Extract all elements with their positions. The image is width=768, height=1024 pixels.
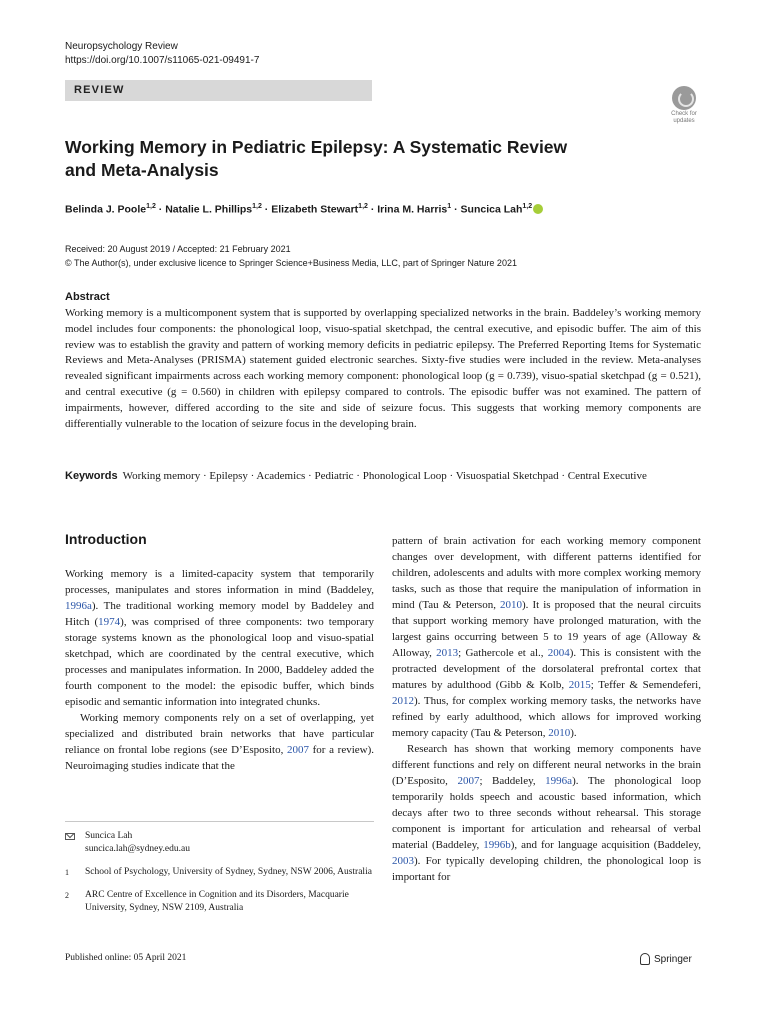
- citation-link[interactable]: 2010: [548, 727, 571, 739]
- citation-link[interactable]: 1974: [98, 616, 121, 628]
- contact-name: Suncica Lah: [85, 831, 133, 841]
- author-name: Irina M. Harris: [377, 203, 448, 216]
- keywords-text: Working memory · Epilepsy · Academics · Pediatric · Phonological Loop · Visuospatial Sketchpad · Central Executive: [122, 470, 647, 482]
- springer-horse-icon: [640, 953, 650, 965]
- affiliation-text: School of Psychology, University of Sydney, Sydney, NSW 2006, Australia: [85, 867, 372, 877]
- abstract-heading: Abstract: [65, 291, 110, 303]
- contact-footnote: [65, 830, 374, 856]
- body-column-right: [392, 533, 701, 885]
- citation-link[interactable]: 2007: [457, 775, 480, 787]
- received-accepted: Received: 20 August 2019 / Accepted: 21 February 2021: [65, 244, 291, 254]
- paragraph: Working memory components rely on a set of overlapping, yet specialized and distributed brain networks that have particular reliance on frontal lobe regions (see D’Esposito, 2007 for a review). Neuroimaging studies indicate that the: [65, 712, 374, 772]
- citation-link[interactable]: 2013: [436, 647, 459, 659]
- author-name: Belinda J. Poole: [65, 203, 147, 216]
- introduction-heading: Introduction: [65, 531, 147, 547]
- author-name: Natalie L. Phillips: [165, 203, 253, 216]
- article-title: Working Memory in Pediatric Epilepsy: A Systematic Review and Meta-Analysis: [65, 137, 568, 180]
- check-for-updates-icon: [672, 86, 696, 110]
- citation-link[interactable]: 2015: [568, 679, 591, 691]
- footnotes: [65, 830, 374, 925]
- author-affiliation: 1,2: [522, 203, 533, 210]
- author-affiliation: 1: [447, 203, 452, 210]
- section-label: REVIEW: [65, 80, 372, 101]
- affiliation-footnote: [65, 889, 374, 915]
- citation-link[interactable]: 1996a: [65, 600, 92, 612]
- author-list: Belinda J. Poole$^{1,2}$ · Natalie L. Phillips$^{1,2}$ · Elizabeth Stewart$^{1,2}$ · Irina M. Harris$^1$ · Suncica Lah$^{1,2}$: [65, 203, 543, 216]
- author-name: Suncica Lah: [460, 203, 523, 216]
- paragraph: pattern of brain activation for each working memory component changes over development, with different patterns identified for children, adolescents and adults with more complex working memory tasks, such as those that require the manipulation of information in mind (Tau & Peterson, 2010). It is proposed that the neural circuits that support working memory have prolonged maturation, with the largest gains occurring between 5 to 19 years of age (Alloway & Alloway, 2013; Gathercole et al., 2004). This is consistent with the protracted development of the dorsolateral prefrontal cortex that matures by adulthood (Gibb & Kolb, 2015; Teffer & Semendeferi, 2012). Thus, for complex working memory tasks, the networks have refined by early adulthood, which allows for improved working memory capacity (Tau & Peterson, 2010).: [392, 535, 702, 739]
- author-affiliation: 1,2: [146, 203, 156, 210]
- affiliation-text: ARC Centre of Excellence in Cognition and its Disorders, Macquarie University, Sydney, NSW 2109, Australia: [85, 890, 349, 913]
- citation-link[interactable]: 2003: [392, 855, 414, 867]
- article-dates: [65, 242, 517, 270]
- author-name: Elizabeth Stewart: [271, 203, 359, 216]
- journal-header: [65, 40, 259, 68]
- published-date: Published online: 05 April 2021: [65, 953, 187, 963]
- keywords: [65, 469, 701, 485]
- keywords-label: Keywords: [65, 470, 118, 482]
- journal-name: Neuropsychology Review: [65, 41, 178, 52]
- contact-email[interactable]: suncica.lah@sydney.edu.au: [85, 844, 190, 854]
- check-updates-line2: updates: [673, 118, 695, 124]
- publisher-logo: [640, 953, 692, 965]
- paragraph: Research has shown that working memory components have different functions and rely on different neural networks in the brain (D’Esposito, 2007; Baddeley, 1996a). The phonological loop temporarily holds speech and acoustic based information, which decays after two to three seconds without rehearsal. This storage component is important for articulation and rehearsal of verbal material (Baddeley, 1996b), and for language acquisition (Baddeley, 2003). For typically developing children, the phonological loop is important for: [392, 743, 701, 883]
- check-for-updates-button[interactable]: [665, 86, 703, 124]
- citation-link[interactable]: 2012: [392, 695, 414, 707]
- citation-link[interactable]: 2004: [547, 647, 570, 659]
- doi-link[interactable]: https://doi.org/10.1007/s11065-021-09491-7: [65, 55, 260, 66]
- paragraph: Working memory is a limited-capacity system that temporarily processes, manipulates and stores information in mind (Baddeley, 1996a). The traditional working memory model by Baddeley and Hitch (1974), was comprised of three components: two temporary storage systems known as the phonological loop and visuo-spatial sketchpad, which are coordinated by the central executive, which processes and manipulates information. In 2000, Baddeley added the fourth component to the model: the episodic buffer, which binds episodic and semantic information into integrated chunks.: [65, 568, 375, 708]
- author-affiliation: 1,2: [252, 203, 262, 210]
- footnote-divider: [65, 821, 374, 822]
- citation-link[interactable]: 2007: [286, 744, 309, 756]
- body-column-left: [65, 566, 374, 774]
- footnote-mark: 1: [65, 868, 69, 877]
- footnote-mark: 2: [65, 891, 69, 900]
- abstract-text: Working memory is a multicomponent system that is supported by overlapping specialized networks in the brain. Baddeley’s working memory model includes four components: the phonological loop, visuo-spatial sketchpad, the central executive, and episodic buffer. The aim of this review was to establish the gravity and pattern of working memory deficits in pediatric epilepsy. The Preferred Reporting Items for Systematic Reviews and Meta-Analyses (PRISMA) statement guided electronic searches. Sixty-five studies were included in the review. Meta-analyses revealed significant impairments across each working memory component: phonological loop (g = 0.739), visuo-spatial sketchpad (g = 0.521), and central executive (g = 0.560) in children with epilepsy compared to controls. The episodic buffer was not examined. The pattern of impairments, however, differed according to the site and side of seizure focus. This suggests that working memory components are differentially vulnerable to the location of seizure focus in the developing brain.: [65, 307, 701, 430]
- citation-link[interactable]: 2010: [500, 599, 523, 611]
- citation-link[interactable]: 1996b: [483, 839, 511, 851]
- author-affiliation: 1,2: [358, 203, 368, 210]
- citation-link[interactable]: 1996a: [545, 775, 573, 787]
- copyright: © The Author(s), under exclusive licence to Springer Science+Business Media, LLC, part of Springer Nature 2021: [65, 258, 517, 268]
- email-icon: [65, 833, 75, 840]
- publisher-name: Springer: [654, 953, 692, 965]
- affiliation-footnote: [65, 866, 374, 879]
- check-updates-line1: Check for: [671, 111, 697, 117]
- orcid-icon[interactable]: [533, 204, 543, 214]
